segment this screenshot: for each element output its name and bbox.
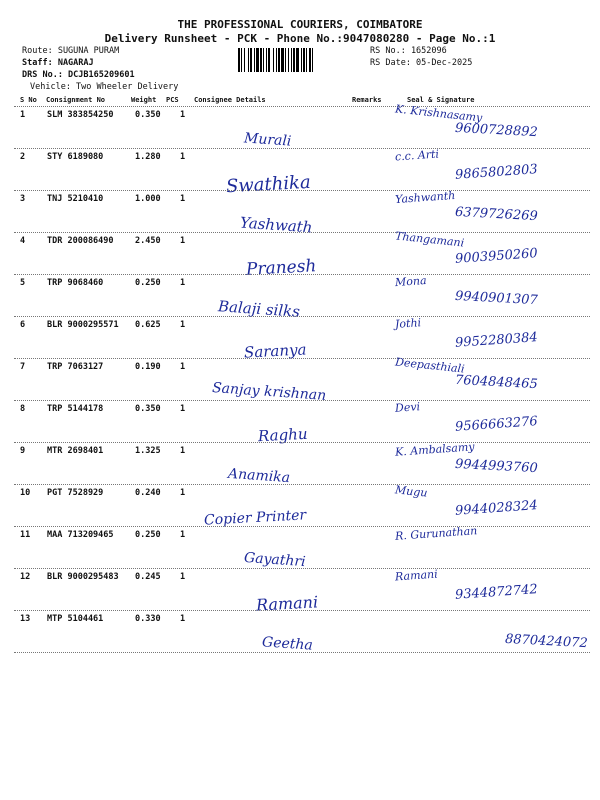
row-consignment-no: TRP 7063127 — [47, 362, 104, 372]
col-consignee: Consignee Details — [194, 96, 266, 104]
row-sno: 5 — [20, 278, 26, 288]
drs-label: DRS No.: DCJB165209601 — [22, 70, 135, 80]
row-pcs: 1 — [180, 488, 186, 498]
row-consignee-handwriting: Copier Printer — [203, 507, 307, 529]
barcode — [238, 48, 364, 72]
row-signature-name: Thangamani — [394, 229, 465, 250]
row-weight: 1.325 — [135, 446, 161, 456]
row-signature-phone: 8870424072 — [504, 631, 589, 652]
row-consignee-handwriting: Anamika — [227, 465, 291, 487]
row-divider — [14, 148, 590, 149]
row-pcs: 1 — [180, 446, 186, 456]
row-weight: 0.350 — [135, 404, 161, 414]
row-sno: 12 — [20, 572, 31, 582]
row-weight: 0.350 — [135, 110, 161, 120]
runsheet-title: THE PROFESSIONAL COURIERS, COIMBATORE — [177, 18, 423, 31]
row-signature-phone: 9344872742 — [454, 582, 539, 603]
row-sno: 2 — [20, 152, 26, 162]
row-consignee-handwriting: Sanjay krishnan — [211, 380, 327, 404]
row-signature-name: Mona — [394, 273, 427, 290]
row-consignment-no: BLR 9000295571 — [47, 320, 119, 330]
rs-date: RS Date: 05-Dec-2025 — [370, 58, 473, 68]
row-pcs: 1 — [180, 278, 186, 288]
row-sno: 3 — [20, 194, 26, 204]
row-consignee-handwriting: Gayathri — [243, 549, 307, 571]
row-consignment-no: STY 6189080 — [47, 152, 104, 162]
staff-label: Staff: NAGARAJ — [22, 58, 94, 68]
col-consignment: Consignment No — [46, 96, 106, 104]
row-consignment-no: TNJ 5210410 — [47, 194, 104, 204]
row-signature-name: Jothi — [394, 316, 422, 331]
col-seal: Seal & Signature — [407, 96, 475, 104]
row-divider — [14, 190, 590, 191]
row-divider — [14, 652, 590, 653]
row-signature-phone: 9952280384 — [454, 330, 539, 351]
row-consignee-handwriting: Swathika — [225, 171, 312, 198]
row-sno: 1 — [20, 110, 26, 120]
row-consignment-no: TRP 9068460 — [47, 278, 104, 288]
row-consignee-handwriting: Ramani — [255, 592, 319, 615]
row-consignee-handwriting: Yashwath — [239, 213, 314, 237]
row-signature-phone: 9865802803 — [454, 162, 539, 183]
row-divider — [14, 442, 590, 443]
row-divider — [14, 232, 590, 233]
row-signature-phone: 7604848465 — [454, 372, 539, 393]
row-sno: 10 — [20, 488, 31, 498]
vehicle-label: Vehicle: Two Wheeler Delivery — [30, 82, 179, 92]
row-signature-phone: 6379726269 — [454, 204, 539, 225]
row-pcs: 1 — [180, 320, 186, 330]
row-consignment-no: PGT 7528929 — [47, 488, 104, 498]
row-pcs: 1 — [180, 530, 186, 540]
row-sno: 6 — [20, 320, 26, 330]
row-consignment-no: MTP 5104461 — [47, 614, 104, 624]
col-pcs: PCS — [166, 96, 179, 104]
rs-number: RS No.: 1652096 — [370, 46, 447, 56]
row-signature-name: Deepasthiali — [394, 355, 466, 376]
row-signature-name: Devi — [394, 400, 421, 415]
row-consignment-no: SLM 383854250 — [47, 110, 114, 120]
row-pcs: 1 — [180, 194, 186, 204]
row-sno: 9 — [20, 446, 26, 456]
row-pcs: 1 — [180, 362, 186, 372]
row-pcs: 1 — [180, 404, 186, 414]
header-rule — [14, 106, 590, 107]
row-signature-phone: 9944028324 — [454, 498, 539, 519]
row-pcs: 1 — [180, 572, 186, 582]
row-sno: 4 — [20, 236, 26, 246]
col-weight: Weight — [131, 96, 157, 104]
row-weight: 1.000 — [135, 194, 161, 204]
row-signature-name: K. Krishnasamy — [394, 102, 483, 125]
row-signature-phone: 9944993760 — [454, 456, 539, 477]
row-weight: 0.330 — [135, 614, 161, 624]
row-sno: 13 — [20, 614, 31, 624]
row-consignment-no: TRP 5144178 — [47, 404, 104, 414]
row-sno: 11 — [20, 530, 31, 540]
route-label: Route: SUGUNA PURAM — [22, 46, 120, 56]
row-signature-name: c.c. Arti — [394, 147, 440, 164]
row-signature-phone: 9940901307 — [454, 288, 539, 309]
row-pcs: 1 — [180, 236, 186, 246]
row-consignment-no: BLR 9000295483 — [47, 572, 119, 582]
row-signature-phone: 9566663276 — [454, 414, 539, 435]
row-consignee-handwriting: Saranya — [243, 340, 307, 362]
row-pcs: 1 — [180, 152, 186, 162]
row-signature-phone: 9600728892 — [454, 120, 539, 141]
row-divider — [14, 400, 590, 401]
row-signature-name: K. Ambalsamy — [394, 440, 475, 459]
row-consignment-no: TDR 200086490 — [47, 236, 114, 246]
row-consignee-handwriting: Pranesh — [245, 256, 317, 280]
row-consignee-handwriting: Raghu — [257, 424, 308, 446]
row-consignee-handwriting: Murali — [243, 130, 292, 150]
row-pcs: 1 — [180, 614, 186, 624]
col-sno: S No — [20, 96, 37, 104]
row-weight: 0.190 — [135, 362, 161, 372]
row-sno: 7 — [20, 362, 26, 372]
row-weight: 0.250 — [135, 530, 161, 540]
row-consignment-no: MTR 2698401 — [47, 446, 104, 456]
row-divider — [14, 316, 590, 317]
row-divider — [14, 610, 590, 611]
row-divider — [14, 568, 590, 569]
row-divider — [14, 526, 590, 527]
row-signature-name: Mugu — [394, 483, 429, 500]
row-consignment-no: MAA 713209465 — [47, 530, 114, 540]
row-consignee-handwriting: Balaji silks — [217, 297, 301, 321]
row-weight: 0.625 — [135, 320, 161, 330]
row-weight: 1.280 — [135, 152, 161, 162]
row-weight: 2.450 — [135, 236, 161, 246]
row-pcs: 1 — [180, 110, 186, 120]
runsheet-subtitle: Delivery Runsheet - PCK - Phone No.:9047080280 - Page No.:1 — [104, 32, 496, 45]
row-consignee-handwriting: Geetha — [261, 634, 314, 654]
row-divider — [14, 484, 590, 485]
row-divider — [14, 358, 590, 359]
row-signature-name: R. Gurunathan — [394, 524, 478, 543]
row-signature-phone: 9003950260 — [454, 246, 539, 267]
row-weight: 0.245 — [135, 572, 161, 582]
row-signature-name: Ramani — [394, 567, 439, 584]
row-weight: 0.240 — [135, 488, 161, 498]
row-divider — [14, 274, 590, 275]
row-sno: 8 — [20, 404, 26, 414]
row-weight: 0.250 — [135, 278, 161, 288]
row-signature-name: Yashwanth — [394, 188, 456, 207]
col-remarks: Remarks — [352, 96, 382, 104]
